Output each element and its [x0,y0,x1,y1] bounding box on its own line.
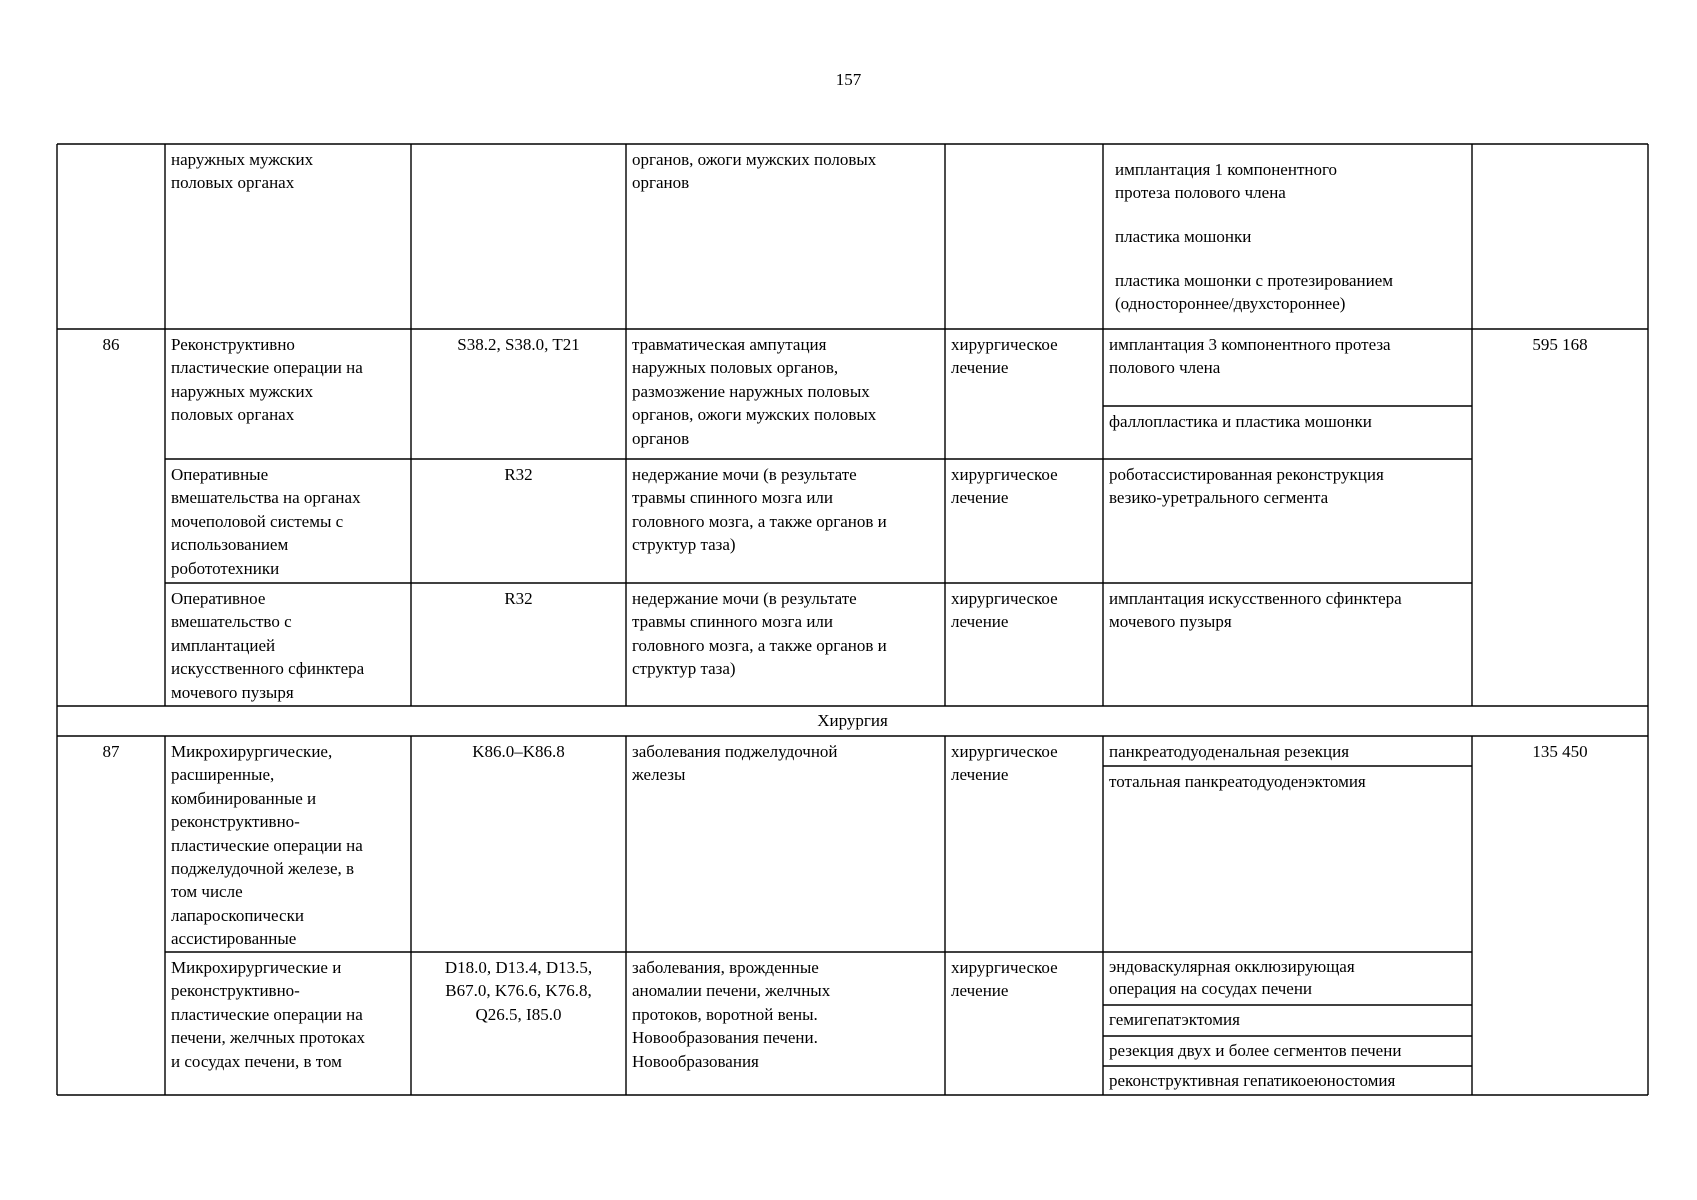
row-87b-codes: D18.0, D13.4, D13.5, B67.0, K76.6, K76.8, Q26.5, I85.0 [444,958,593,1024]
row-86-cost: 595 168 [1532,335,1588,354]
row-87-name: Микрохирургические, расширенные, комбинированные и реконструктивно- пластические операции на поджелудочной железе, в том числе лапароскопически ассистированные [171,742,363,949]
row-86-diagnosis: травматическая ампутация наружных половых органов, размозжение наружных половых органов, ожоги мужских половых органов [632,335,877,448]
row-87-number: 87 [102,742,120,761]
cont-method-2: пластика мошонки [1115,227,1252,246]
row-87b-method-4: реконструктивная гепатикоеюностомия [1109,1071,1396,1090]
row-87b-method-2: гемигепатэктомия [1109,1010,1240,1029]
section-heading: Хирургия [817,711,888,730]
row-86c-method: имплантация искусственного сфинктера мочевого пузыря [1109,589,1402,632]
row-86b-codes: R32 [504,465,533,484]
row-86b-diagnosis: недержание мочи (в результате травмы спинного мозга или головного мозга, а также органов и структур таза) [632,465,887,555]
row-87-method-2: тотальная панкреатодуоденэктомия [1109,772,1366,791]
row-87b-treatment: хирургическое лечение [951,958,1058,1001]
row-87b-method-3: резекция двух и более сегментов печени [1109,1041,1402,1060]
row-86b-treatment: хирургическое лечение [951,465,1058,508]
row-86c-diagnosis: недержание мочи (в результате травмы спинного мозга или головного мозга, а также органов и структур таза) [632,589,887,679]
row-86-method-1: имплантация 3 компонентного протеза полового члена [1109,335,1391,378]
row-86-number: 86 [102,335,120,354]
row-86-codes: S38.2, S38.0, T21 [457,335,580,354]
row-87b-name: Микрохирургические и реконструктивно- пластические операции на печени, желчных протоках и сосудах печени, в том [171,958,366,1071]
row-87-codes: K86.0–K86.8 [472,742,565,761]
row-86b-name: Оперативные вмешательства на органах мочеполовой системы с использованием робототехники [171,465,361,578]
row-86-method-2: фаллопластика и пластика мошонки [1109,412,1372,431]
cont-method-1: имплантация 1 компонентного протеза полового члена [1115,160,1338,203]
row-87b-diagnosis: заболевания, врожденные аномалии печени, желчных протоков, воротной вены. Новообразования печени. Новообразования [632,958,831,1071]
row-87-cost: 135 450 [1532,742,1588,761]
row-86b-method: роботассистированная реконструкция везико-уретрального сегмента [1109,465,1384,508]
cont-name-cell: наружных мужских половых органах [171,150,314,193]
row-87-treatment: хирургическое лечение [951,742,1058,785]
cont-diagnosis-cell: органов, ожоги мужских половых органов [632,150,877,193]
page-number: 157 [835,70,862,89]
row-87-method-1: панкреатодуоденальная резекция [1109,742,1350,761]
row-86c-treatment: хирургическое лечение [951,589,1058,632]
cont-method-3: пластика мошонки с протезированием (одностороннее/двухстороннее) [1115,271,1394,314]
row-86-treatment: хирургическое лечение [951,335,1058,378]
row-87b-method-1: эндоваскулярная окклюзирующая операция на сосудах печени [1109,957,1355,998]
row-86c-codes: R32 [504,589,533,608]
row-87-diagnosis: заболевания поджелудочной железы [632,742,838,785]
row-86-name: Реконструктивно пластические операции на наружных мужских половых органах [171,335,363,425]
row-86c-name: Оперативное вмешательство с имплантацией искусственного сфинктера мочевого пузыря [171,589,365,702]
